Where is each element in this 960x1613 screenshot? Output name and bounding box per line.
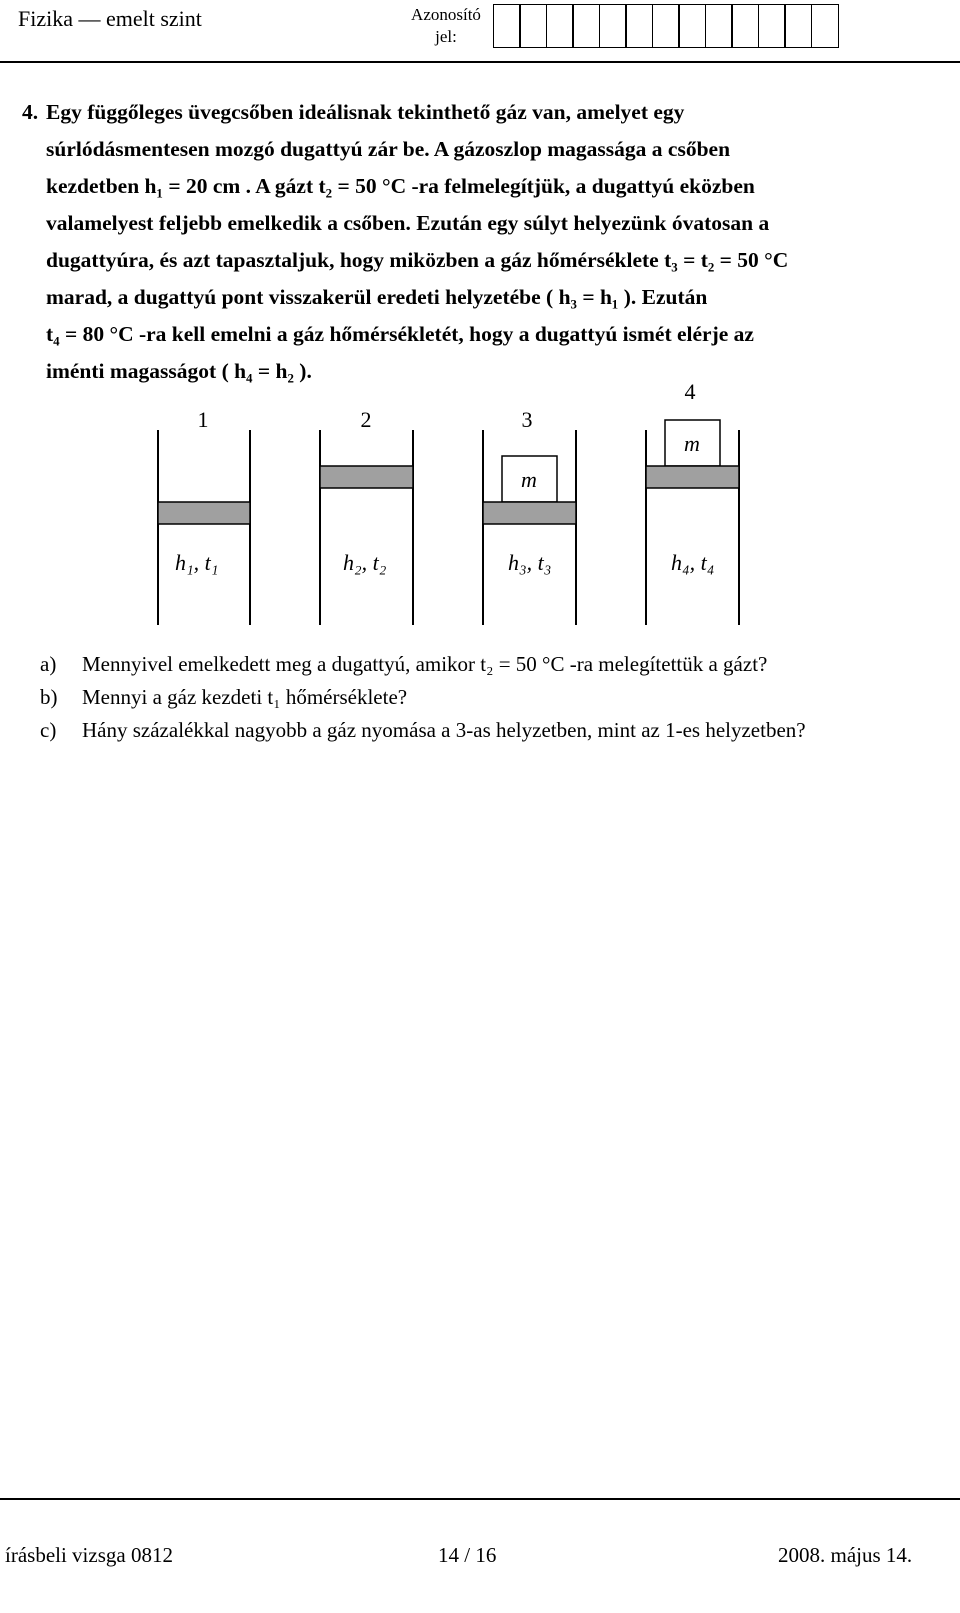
id-box xyxy=(784,4,812,48)
question-text: Mennyi a gáz kezdeti t₁ hőmérséklete? xyxy=(82,685,408,709)
footer-page: 14 / 16 xyxy=(438,1543,497,1567)
id-box xyxy=(625,4,653,48)
cylinder-3-label: h₃, t₃ xyxy=(508,550,552,575)
id-box xyxy=(811,4,839,48)
problem-number: 4. xyxy=(22,100,39,124)
question-a xyxy=(40,648,806,681)
problem-line: marad, a dugattyú pont visszakerül eredeti helyzetébe ( h₃ = h₁ ). Ezután xyxy=(46,285,708,309)
id-box xyxy=(519,4,547,48)
cylinder-4-label: h₄, t₄ xyxy=(671,550,715,575)
question-label: b) xyxy=(40,685,58,709)
id-box xyxy=(758,4,786,48)
cylinder-2 xyxy=(320,407,413,625)
question-text: Hány százalékkal nagyobb a gáz nyomása a 3-as helyzetben, mint az 1-es helyzetben? xyxy=(82,718,806,742)
cylinder-3-number: 3 xyxy=(521,407,533,432)
problem-line: dugattyúra, és azt tapasztaljuk, hogy miközben a gáz hőmérséklete t₃ = t₂ = 50 °C xyxy=(46,248,789,272)
id-label-line2: jel: xyxy=(435,27,457,46)
id-label-line1: Azonosító xyxy=(411,5,481,24)
id-box xyxy=(652,4,680,48)
piston xyxy=(646,466,739,488)
questions xyxy=(40,648,806,747)
id-label xyxy=(410,4,482,48)
piston xyxy=(320,466,413,488)
problem-line: kezdetben h₁ = 20 cm . A gázt t₂ = 50 °C -ra felmelegítjük, a dugattyú eközben xyxy=(46,174,755,198)
mass-label: m xyxy=(684,431,700,456)
question-b xyxy=(40,681,806,714)
id-box xyxy=(705,4,733,48)
footer-rule xyxy=(0,1498,960,1500)
cylinder-2-number: 2 xyxy=(360,407,372,432)
cylinder-figure xyxy=(0,370,960,630)
id-box xyxy=(678,4,706,48)
piston xyxy=(483,502,576,524)
question-label: a) xyxy=(40,652,57,676)
id-box xyxy=(546,4,574,48)
problem-line: súrlódásmentesen mozgó dugattyú zár be. A gázoszlop magassága a csőben xyxy=(46,137,731,161)
cylinder-2-label: h₂, t₂ xyxy=(343,550,387,575)
problem-line: iménti magasságot ( h₄ = h₂ ). xyxy=(46,359,312,383)
question-text: Mennyivel emelkedett meg a dugattyú, amikor t₂ = 50 °C -ra melegítettük a gázt? xyxy=(82,652,768,676)
cylinder-4 xyxy=(646,379,739,625)
id-box xyxy=(493,4,521,48)
id-box xyxy=(731,4,759,48)
footer-exam: írásbeli vizsga 0812 xyxy=(5,1543,173,1567)
cylinder-1 xyxy=(158,407,250,625)
problem-line: Egy függőleges üvegcsőben ideálisnak tekinthető gáz van, amelyet egy xyxy=(46,100,685,124)
question-c xyxy=(40,714,806,747)
header-rule xyxy=(0,61,960,63)
problem-line: t₄ = 80 °C -ra kell emelni a gáz hőmérsékletét, hogy a dugattyú ismét elérje az xyxy=(46,322,754,346)
question-label: c) xyxy=(40,718,57,742)
footer-date: 2008. május 14. xyxy=(778,1543,913,1567)
cylinder-4-number: 4 xyxy=(684,379,696,404)
cylinder-1-number: 1 xyxy=(197,407,209,432)
cylinder-1-label: h₁, t₁ xyxy=(175,550,219,575)
id-box xyxy=(572,4,600,48)
mass-label: m xyxy=(521,467,537,492)
id-box xyxy=(599,4,627,48)
header-subject: Fizika — emelt szint xyxy=(18,6,202,31)
piston xyxy=(158,502,250,524)
cylinder-3 xyxy=(483,407,576,625)
problem-line: valamelyest feljebb emelkedik a csőben. Ezután egy súlyt helyezünk óvatosan a xyxy=(46,211,770,235)
problem-text xyxy=(46,94,922,390)
id-boxes xyxy=(494,4,839,48)
